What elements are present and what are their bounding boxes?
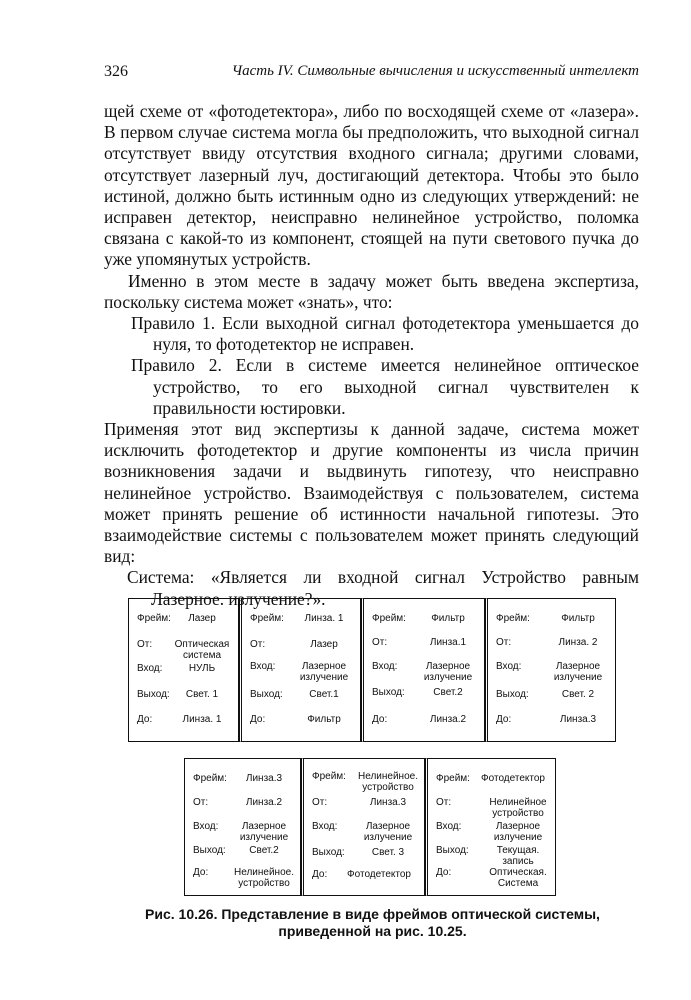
frame-nonlinear-device: Фрейм: Нелинейное. устройство От: Линза.3 Вход: Лазерное излучение Выход: Свет. 3 До: Фотодетектор xyxy=(300,758,426,896)
paragraph-3: Применяя этот вид экспертизы к данной задаче, система может исключить фотодетектор и другие компоненты из числа причин возникновения задачи и выдвинуть гипотезу, что неисправно нелинейное устройство. Взаимодействуя с пользователем, система может принять решение об истинности начальной гипотезы. Это взаимодействие системы с пользователем может принять следующий вид: xyxy=(104,419,639,567)
rule-2: Правило 2. Если в системе имеется нелинейное оптическое устройство, то его выходной сигнал чувствителен к правильности юстировки. xyxy=(131,355,639,418)
page-header xyxy=(104,63,639,87)
paragraph-2: Именно в этом месте в задачу может быть введена экспертиза, поскольку система может «знать», что: xyxy=(104,270,639,312)
paragraph-1: щей схеме от «фотодетектора», либо по восходящей схеме от «лазера». В первом случае система могла бы предположить, что выходной сигнал отсутствует ввиду отсутствия входного сигнала; другими словами, отсутствует лазерный луч, достигающий детектора. Чтобы это было истиной, должно быть истинным одно из следующих утверждений: не исправен детектор, неисправно нелинейное устройство, поломка связана с какой-то из компонент, стоящей на пути светового пучка до уже упомянутых устройств. xyxy=(104,101,639,270)
rule-1: Правило 1. Если выходной сигнал фотодетектора уменьшается до нуля, то фотодетектор не исправен. xyxy=(131,313,639,355)
frame-laser: Фрейм: Лазер От: Оптическая система Вход: НУЛЬ Выход: Свет. 1 До: Линза. 1 xyxy=(128,598,240,742)
system-query: Система: «Является ли входной сигнал Устройство равным Лазерное. излучение?». xyxy=(127,567,639,609)
frames-row-1 xyxy=(128,598,616,742)
frame-filter-1: Фрейм: Фильтр От: Линза.1 Вход: Лазерное излучение Выход: Свет.2 До: Линза.2 xyxy=(360,598,486,742)
frame-lens-1: Фрейм: Линза. 1 От: Лазер Вход: Лазерное излучение Выход: Свет.1 До: Фильтр xyxy=(238,598,362,742)
running-title: Часть IV. Символьные вычисления и искусственный интеллект xyxy=(231,63,639,79)
body-text xyxy=(104,101,639,610)
frame-filter-2: Фрейм: Фильтр От: Линза. 2 Вход: Лазерное излучение Выход: Свет. 2 До: Линза.3 xyxy=(484,598,616,742)
page-number: 326 xyxy=(104,63,128,80)
frames-row-2 xyxy=(184,758,556,896)
figure-caption: Рис. 10.26. Представление в виде фреймов оптической системы, приведенной на рис. 10.25. xyxy=(145,906,600,939)
frame-photodetector: Фрейм: Фотодетектор От: Нелинейное устройство Вход: Лазерное излучение Выход: Текущая. запись До: Оптическая. Система xyxy=(424,758,556,896)
frame-lens-3: Фрейм: Линза.3 От: Линза.2 Вход: Лазерное излучение Выход: Свет.2 До: Нелинейное. устройство xyxy=(184,758,302,896)
